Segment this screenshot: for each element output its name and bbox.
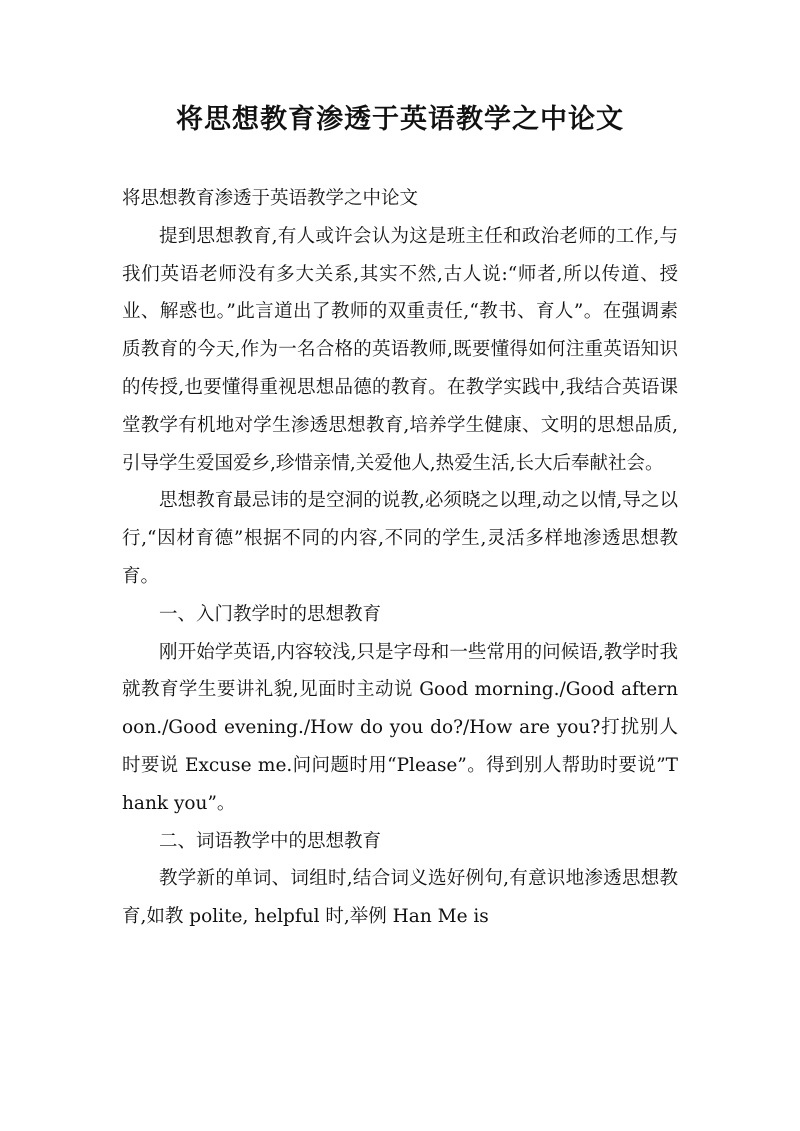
paragraph-subtitle: 将思想教育渗透于英语教学之中论文 [122, 188, 419, 209]
paragraph-section-1: 刚开始学英语,内容较浅,只是字母和一些常用的问候语,教学时我就教育学生要讲礼貌,见面时主动说 Good morning./Good afternoon./Good evening./How do you do?/How are you?打扰别人时要说 Excuse me.问问题时用“Please”。得到别人帮助时要说”Thank you”。 [122, 641, 678, 814]
document-body [122, 180, 678, 936]
section-heading-1: 一、入门教学时的思想教育 [159, 603, 382, 625]
section-heading-2: 二、词语教学中的思想教育 [159, 830, 382, 852]
paragraph-principle: 思想教育最忌讳的是空洞的说教,必须晓之以理,动之以情,导之以行,“因材育德”根据不同的内容,不同的学生,灵活多样地渗透思想教育。 [122, 490, 678, 587]
paragraph-introduction: 提到思想教育,有人或许会认为这是班主任和政治老师的工作,与我们英语老师没有多大关系,其实不然,古人说:“师者,所以传道、授业、解惑也。”此言道出了教师的双重责任,“教书、育人”。在强调素质教育的今天,作为一名合格的英语教师,既要懂得如何注重英语知识的传授,也要懂得重视思想品德的教育。在教学实践中,我结合英语课堂教学有机地对学生渗透思想教育,培养学生健康、文明的思想品质,引导学生爱国爱乡,珍惜亲情,关爱他人,热爱生活,长大后奉献社会。 [122, 225, 678, 474]
paragraph-section-2: 教学新的单词、词组时,结合词义选好例句,有意识地渗透思想教育,如教 polite, helpful 时,举例 Han Me is [122, 868, 678, 928]
document-title: 将思想教育渗透于英语教学之中论文 [176, 104, 624, 135]
